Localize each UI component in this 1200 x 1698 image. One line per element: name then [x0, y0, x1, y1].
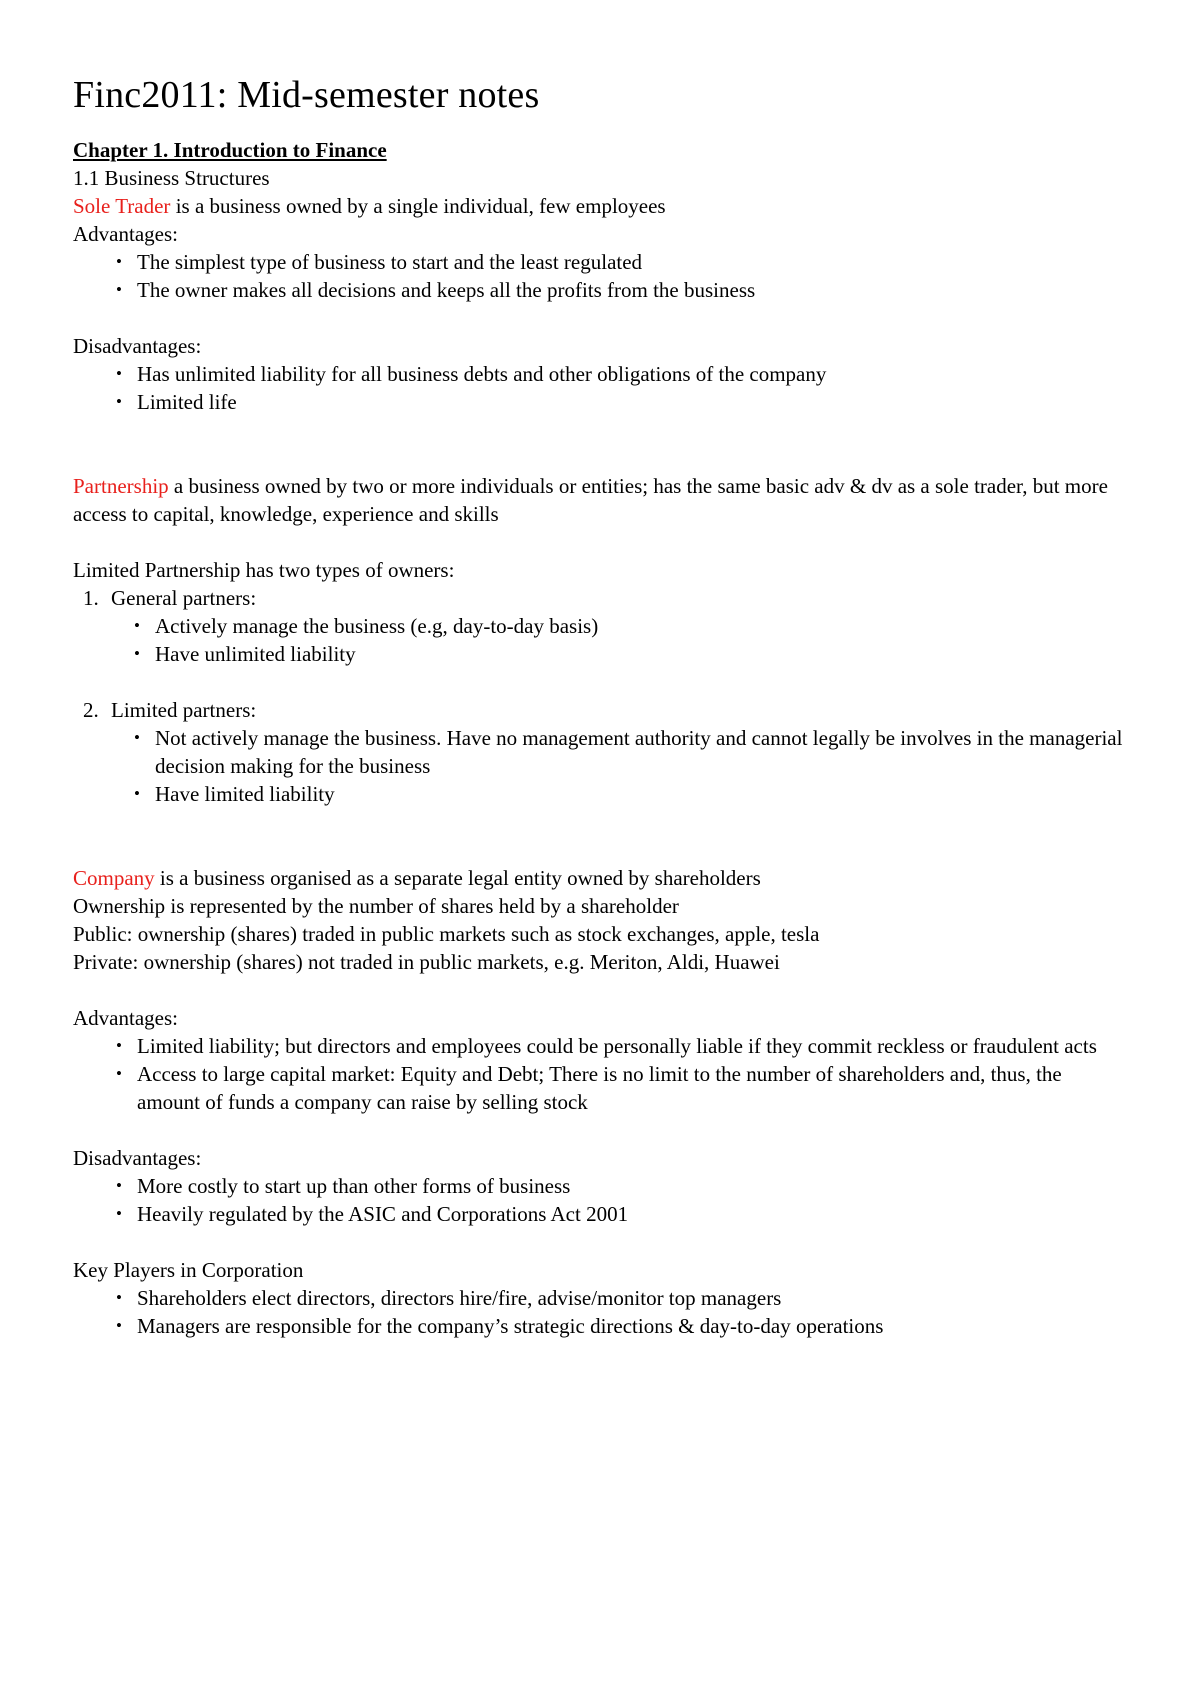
page-title: Finc2011: Mid-semester notes: [73, 74, 540, 116]
list-item: • Have limited liability: [131, 780, 1123, 808]
document-body: [73, 72, 1123, 1340]
list-item: • Actively manage the business (e.g, day-to-day basis): [131, 612, 1123, 640]
company-disadvantages-list: [73, 1172, 1123, 1228]
list-item: [83, 696, 1123, 808]
partner-type-label: Limited partners:: [111, 698, 257, 722]
list-item: • More costly to start up than other forms of business: [113, 1172, 1123, 1200]
sole-trader-disadvantages-label: Disadvantages:: [73, 334, 202, 358]
partnership-term: Partnership: [73, 474, 169, 498]
list-item: [83, 584, 1123, 696]
list-item: • Managers are responsible for the company’s strategic directions & day-to-day operations: [113, 1312, 1123, 1340]
sole-trader-definition: [73, 192, 1123, 220]
company-advantages-list: [73, 1032, 1123, 1116]
sole-trader-term: Sole Trader: [73, 194, 171, 218]
sole-trader-definition-text: is a business owned by a single individual, few employees: [170, 194, 666, 218]
key-players-list: [73, 1284, 1123, 1340]
list-item: • Shareholders elect directors, directors hire/fire, advise/monitor top managers: [113, 1284, 1123, 1312]
company-definition: [73, 864, 1123, 892]
list-number: 2.: [83, 698, 99, 722]
company-term: Company: [73, 866, 155, 890]
limited-partnership-intro: Limited Partnership has two types of owners:: [73, 558, 455, 582]
limited-partners-list: [111, 724, 1123, 808]
company-line: Public: ownership (shares) traded in public markets such as stock exchanges, apple, tesla: [73, 922, 820, 946]
list-number: 1.: [83, 586, 99, 610]
partnership-definition: [73, 472, 1123, 528]
list-item: • Limited life: [113, 388, 1123, 416]
list-item: • Not actively manage the business. Have no management authority and cannot legally be involves in the managerial decision making for the business: [131, 724, 1123, 780]
key-players-label: Key Players in Corporation: [73, 1258, 304, 1282]
list-item: • Limited liability; but directors and employees could be personally liable if they commit reckless or fraudulent acts: [113, 1032, 1123, 1060]
list-item: • The owner makes all decisions and keeps all the profits from the business: [113, 276, 1123, 304]
list-item: • Has unlimited liability for all business debts and other obligations of the company: [113, 360, 1123, 388]
company-line: Ownership is represented by the number of shares held by a shareholder: [73, 894, 679, 918]
company-line: Private: ownership (shares) not traded in public markets, e.g. Meriton, Aldi, Huawei: [73, 950, 780, 974]
general-partners-list: [111, 612, 1123, 668]
partnership-definition-text: a business owned by two or more individuals or entities; has the same basic adv & dv as a sole trader, but more access to capital, knowledge, experience and skills: [73, 474, 1108, 526]
partner-types-list: [73, 584, 1123, 808]
partner-type-label: General partners:: [111, 586, 257, 610]
section-heading: 1.1 Business Structures: [73, 166, 270, 190]
list-item: • Access to large capital market: Equity and Debt; There is no limit to the number of shareholders and, thus, the amount of funds a company can raise by selling stock: [113, 1060, 1123, 1116]
company-advantages-label: Advantages:: [73, 1006, 178, 1030]
company-disadvantages-label: Disadvantages:: [73, 1146, 202, 1170]
sole-trader-advantages-list: [73, 248, 1123, 304]
list-item: • Heavily regulated by the ASIC and Corporations Act 2001: [113, 1200, 1123, 1228]
sole-trader-disadvantages-list: [73, 360, 1123, 416]
list-item: • The simplest type of business to start and the least regulated: [113, 248, 1123, 276]
chapter-heading: Chapter 1. Introduction to Finance: [73, 138, 387, 162]
list-item: • Have unlimited liability: [131, 640, 1123, 668]
sole-trader-advantages-label: Advantages:: [73, 222, 178, 246]
company-definition-text: is a business organised as a separate legal entity owned by shareholders: [154, 866, 761, 890]
